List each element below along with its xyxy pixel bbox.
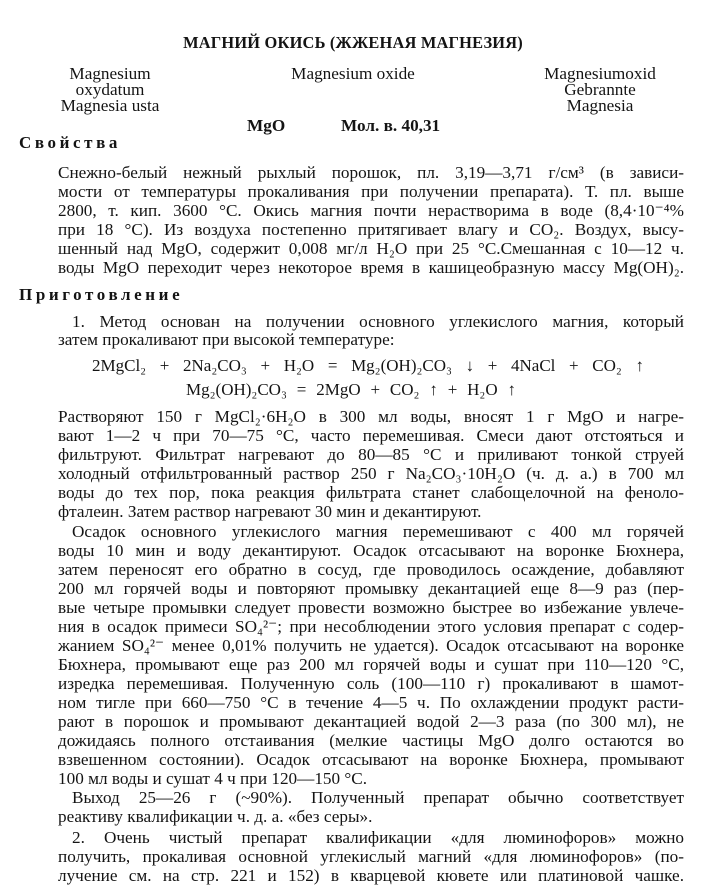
properties-line: воды MgO переходит через некоторое время в кашицеобразную массу Mg(OH)₂. [58,258,684,277]
washing-line: ном тигле при 660—750 °С в течение 4—5 ч. По охлаждении продукт расти- [58,693,684,712]
latin-name-line-3: Magnesia usta [60,96,160,115]
properties-line: 2800, т. кип. 3600 °С. Окись магния почти нерастворима в воде (8,4·10⁻⁴% [58,201,684,220]
method-1-line: фильтруют. Фильтрат нагревают до 80—85 °С и приливают тонкой струей [58,445,684,464]
washing-line: ния в осадок примеси SO₄²⁻; при несоблюдении этого условия препарат с содер- [58,617,684,636]
german-name-line-2: Gebrannte [564,80,636,99]
method-1-line: Растворяют 150 г MgCl₂·6H₂O в 300 мл воды, вносят 1 г MgO и нагре- [58,407,684,426]
german-name-line-1: Magnesiumoxid [544,64,656,83]
properties-line: Снежно-белый нежный рыхлый порошок, пл. 3,19—3,71 г/см³ (в зависи- [58,163,684,182]
washing-line: воды 10 мин и воду декантируют. Осадок отсасывают на воронке Бюхнера, [58,541,684,560]
latin-name-line-1: Magnesium [69,64,151,83]
method-1-intro-line: затем прокаливают при высокой температуре: [58,330,395,349]
washing-line: жанием SO₄²⁻ менее 0,01% получить не удается). Осадок отсасывают на воронке [58,636,684,655]
chemical-formula: MgO [247,116,286,135]
method-2-line: получить, прокаливая основной углекислый магний «для люминофоров» (по- [58,847,684,866]
properties-line: шенный над MgO, содержит 0,008 мг/л H₂O при 25 °С.Смешанная с 10—12 ч. [58,239,684,258]
method-2-line: 2. Очень чистый препарат квалификации «для люминофоров» можно [72,828,684,847]
method-2-line: лучение см. на стр. 221 и 152) в кварцевой кювете или платиновой чашке. [58,866,684,885]
page-title: МАГНИЙ ОКИСЬ (ЖЖЕНАЯ МАГНЕЗИЯ) [183,33,523,52]
properties-line: мости от температуры прокаливания при получении препарата). Т. пл. выше [58,182,684,201]
reaction-equation-1: 2MgCl₂ + 2Na₂CO₃ + H₂O = Mg₂(OH)₂CO₃ ↓ + 4NaCl + CO₂ ↑ [92,356,644,375]
washing-line: дожидаясь полного отстаивания (мелкие частицы MgO долго остаются во [58,731,684,750]
washing-line: Осадок основного углекислого магния перемешивают с 400 мл горячей [72,522,684,541]
method-1-line: холодный отфильтрованный раствор 250 г Na₂CO₃·10H₂O (ч. д. а.) в 700 мл [58,464,684,483]
yield-line: Выход 25—26 г (~90%). Полученный препарат обычно соответствует [72,788,684,807]
washing-line: взвешенном состоянии). Осадок отсасывают на воронке Бюхнера, промывают [58,750,684,769]
washing-line: изредка перемешивая. Полученную соль (100—110 г) прокаливают в шамот- [58,674,684,693]
molecular-weight: Мол. в. 40,31 [341,116,441,135]
properties-heading: Свойства [19,133,122,152]
english-name: Magnesium oxide [291,64,415,83]
method-1-line: фталеин. Затем раствор нагревают 30 мин и декантируют. [58,502,482,521]
washing-line: Бюхнера, промывают еще раз 200 мл горячей воды и сушат при 110—120 °С, [58,655,684,674]
method-1-line: вают 1—2 ч при 70—75 °С, часто перемешивая. Смеси дают отстояться и [58,426,684,445]
german-name-line-3: Magnesia [566,96,634,115]
properties-line: при 18 °С). Из воздуха постепенно притягивает влагу и CO₂. Воздух, высу- [58,220,684,239]
method-1-line: воды до тех пор, пока реакция фильтрата станет слабощелочной на феноло- [58,483,684,502]
washing-line: затем переносят его обратно в сосуд, где проводилось осаждение, добавляют [58,560,684,579]
washing-line: вые четыре промывки следует провести возможно быстрее во избежание увлече- [58,598,684,617]
yield-line: реактиву квалификации ч. д. а. «без серы». [58,807,373,826]
method-1-intro-line: 1. Метод основан на получении основного углекислого магния, который [72,312,684,331]
latin-name-line-2: oxydatum [75,80,145,99]
washing-line: 100 мл воды и сушат 4 ч при 120—150 °С. [58,769,368,788]
washing-line: рают в порошок и промывают декантацией водой 2—3 раза (по 300 мл), не [58,712,684,731]
preparation-heading: Приготовление [19,285,184,304]
reaction-equation-2: Mg₂(OH)₂CO₃ = 2MgO + CO₂ ↑ + H₂O ↑ [186,380,516,399]
washing-line: 200 мл горячей воды и повторяют промывку декантацией еще 8—9 раз (пер- [58,579,684,598]
